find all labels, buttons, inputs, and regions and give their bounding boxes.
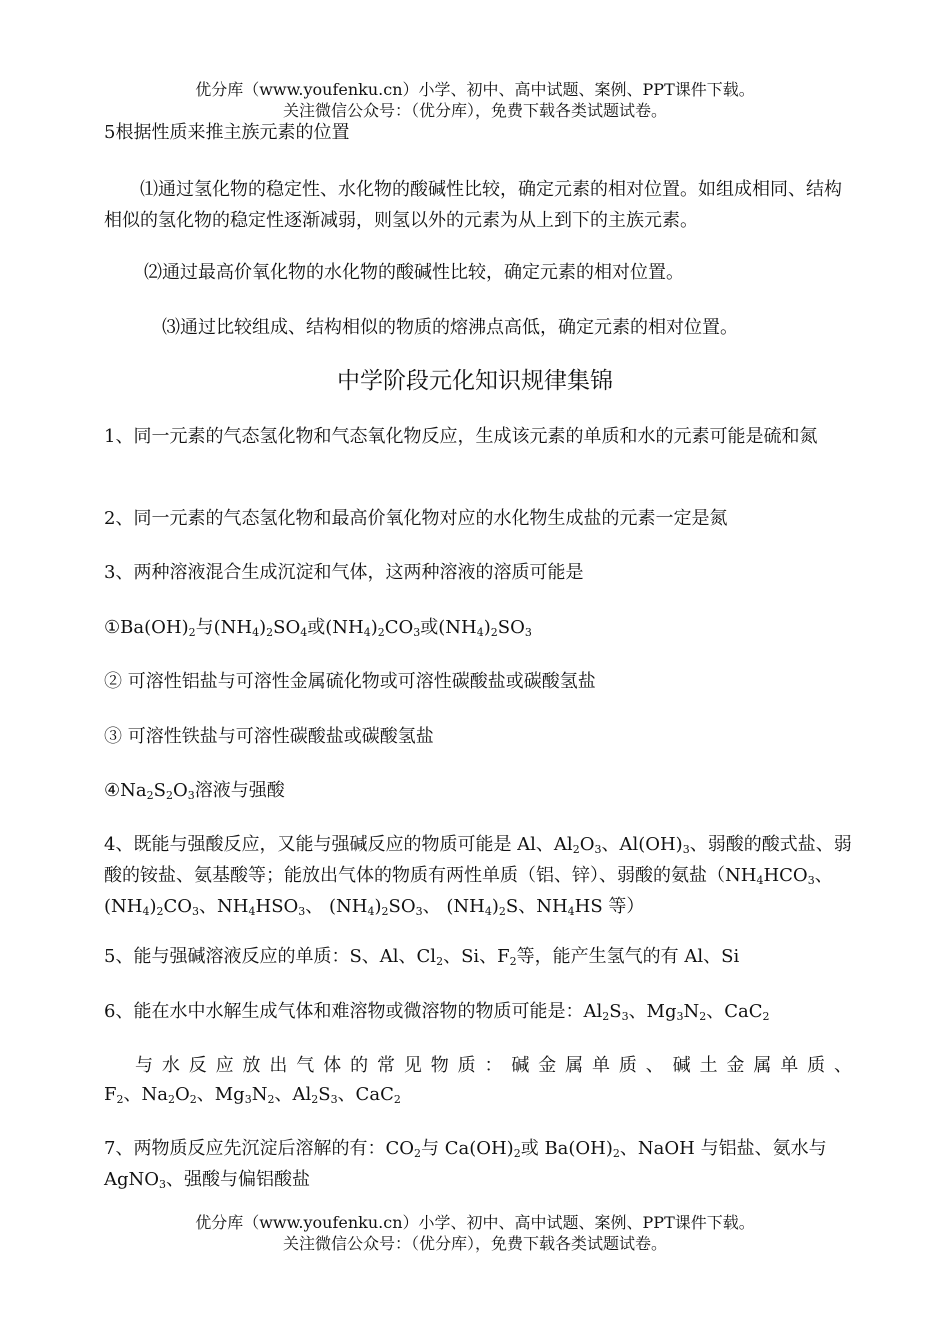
header-line-2: 关注微信公众号：（优分库），免费下载各类试题试卷。 [282, 101, 667, 120]
rule-3: 3、两种溶液混合生成沉淀和气体，这两种溶液的溶质可能是 [104, 562, 584, 583]
section-5-item-3: ⑶通过比较组成、结构相似的物质的熔沸点高低，确定元素的相对位置。 [162, 317, 738, 338]
footer-line-1: 优分库（www.youfenku.cn）小学、初中、高中试题、案例、PPT课件下载。 [195, 1213, 755, 1232]
rule-3-item-3: ③ 可溶性铁盐与可溶性碳酸盐或碳酸氢盐 [104, 726, 434, 747]
rule-4: 4、既能与强酸反应，又能与强碱反应的物质可能是 Al、$Al_2O_3$、$Al(OH)_3$、弱酸的酸式盐、弱酸的铵盐、氨基酸等；能放出气体的物质有两性单质（铝、锌）、弱酸的氨盐（$NH_4HCO_3$、$(NH_4)_2CO_3$、$NH_4HSO_3$、 $(NH_4)_2SO_3$、 $(NH_4)_2S$、$NH_4HS$ 等） [104, 834, 852, 918]
rule-6-note-line-1: 与水反应放出气体的常见物质：碱金属单质、碱土金属单质、 [135, 1055, 852, 1076]
rule-3-item-4: $④Na_2S_2O_3$溶液与强酸 [104, 780, 285, 802]
section-5-item-1: ⑴通过氢化物的稳定性、水化物的酸碱性比较，确定元素的相对位置。如组成相同、结构相似的氢化物的稳定性逐渐减弱，则氢以外的元素为从上到下的主族元素。 [104, 179, 842, 231]
rule-7: 7、两物质反应先沉淀后溶解的有：$CO_2$与 $Ca(OH)_2$或 $Ba(OH)_2$、NaOH 与铝盐、氨水与 AgNO$_3$、强酸与偏铝酸盐 [104, 1138, 827, 1191]
section-5-heading: 5根据性质来推主族元素的位置 [104, 122, 350, 143]
header-line-1: 优分库（www.youfenku.cn）小学、初中、高中试题、案例、PPT课件下载。 [195, 80, 755, 99]
page-title: 中学阶段元化知识规律集锦 [337, 368, 613, 394]
rule-3-item-1: $①Ba(OH)_2$与$(NH_4)_2SO_4$或$(NH_4)_2CO_3$或$(NH_4)_2SO_3$ [104, 617, 532, 639]
rule-5: 5、能与强碱溶液反应的单质：S、Al、$Cl_2$、Si、$F_2$等，能产生氢气的有 Al、Si [104, 946, 740, 968]
rule-6-note-line-2: $F_2$、$Na_2O_2$、$Mg_3N_2$、$Al_2S_3$、CaC$_2$ [104, 1084, 401, 1106]
page-footer [0, 1212, 950, 1254]
rule-2: 2、同一元素的气态氢化物和最高价氧化物对应的水化物生成盐的元素一定是氮 [104, 508, 728, 529]
page-header [0, 79, 950, 121]
rule-1: 1、同一元素的气态氢化物和气态氧化物反应，生成该元素的单质和水的元素可能是硫和氮 [104, 426, 818, 447]
footer-line-2: 关注微信公众号：（优分库），免费下载各类试题试卷。 [282, 1234, 667, 1253]
rule-3-item-2: ② 可溶性铝盐与可溶性金属硫化物或可溶性碳酸盐或碳酸氢盐 [104, 671, 596, 692]
section-5-item-2: ⑵通过最高价氧化物的水化物的酸碱性比较，确定元素的相对位置。 [144, 262, 684, 283]
rule-6: 6、能在水中水解生成气体和难溶物或微溶物的物质可能是：$Al_2S_3$、$Mg_3N_2$、CaC$_2$ [104, 1001, 770, 1023]
